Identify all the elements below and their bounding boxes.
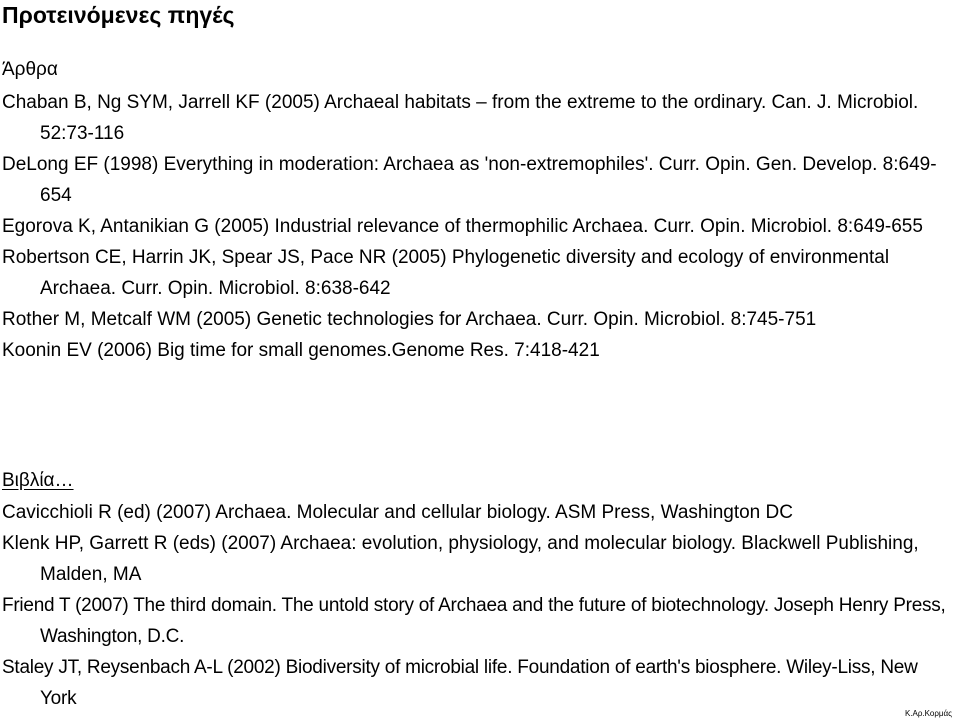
- books-list: [2, 497, 957, 714]
- books-heading: [2, 467, 74, 495]
- article-reference: Koonin EV (2006) Big time for small genomes.Genome Res. 7:418-421: [2, 340, 600, 361]
- book-reference: Staley JT, Reysenbach A-L (2002) Biodiversity of microbial life. Foundation of earth's biosphere. Wiley-Liss, New York: [2, 657, 918, 709]
- book-reference: Klenk HP, Garrett R (eds) (2007) Archaea: evolution, physiology, and molecular biology. Blackwell Publishing, Malden, MA: [2, 533, 919, 585]
- book-reference: Cavicchioli R (ed) (2007) Archaea. Molecular and cellular biology. ASM Press, Washington DC: [2, 502, 793, 523]
- article-reference: Rother M, Metcalf WM (2005) Genetic technologies for Archaea. Curr. Opin. Microbiol. 8:745-751: [2, 309, 817, 330]
- article-reference: Egorova K, Antanikian G (2005) Industrial relevance of thermophilic Archaea. Curr. Opin. Microbiol. 8:649-655: [2, 216, 923, 237]
- articles-heading-label: Άρθρα: [2, 59, 58, 80]
- book-reference: Friend T (2007) The third domain. The untold story of Archaea and the future of biotechnology. Joseph Henry Press, Washington, D.C.: [2, 595, 946, 647]
- books-heading-label: Βιβλία…: [2, 470, 74, 491]
- article-reference: Chaban B, Ng SYM, Jarrell KF (2005) Archaeal habitats – from the extreme to the ordinary. Can. J. Microbiol. 52:73-116: [2, 92, 919, 144]
- page-title: Προτεινόμενες πηγές: [2, 2, 235, 28]
- article-reference: DeLong EF (1998) Everything in moderation: Archaea as 'non-extremophiles'. Curr. Opin. Gen. Develop. 8:649-654: [2, 154, 937, 206]
- article-reference: Robertson CE, Harrin JK, Spear JS, Pace NR (2005) Phylogenetic diversity and ecology of environmental Archaea. Curr. Opin. Microbiol. 8:638-642: [2, 247, 890, 299]
- footer-author: Κ.Αρ.Κορμάς: [905, 709, 952, 718]
- articles-heading: [2, 56, 58, 84]
- articles-list: [2, 87, 957, 366]
